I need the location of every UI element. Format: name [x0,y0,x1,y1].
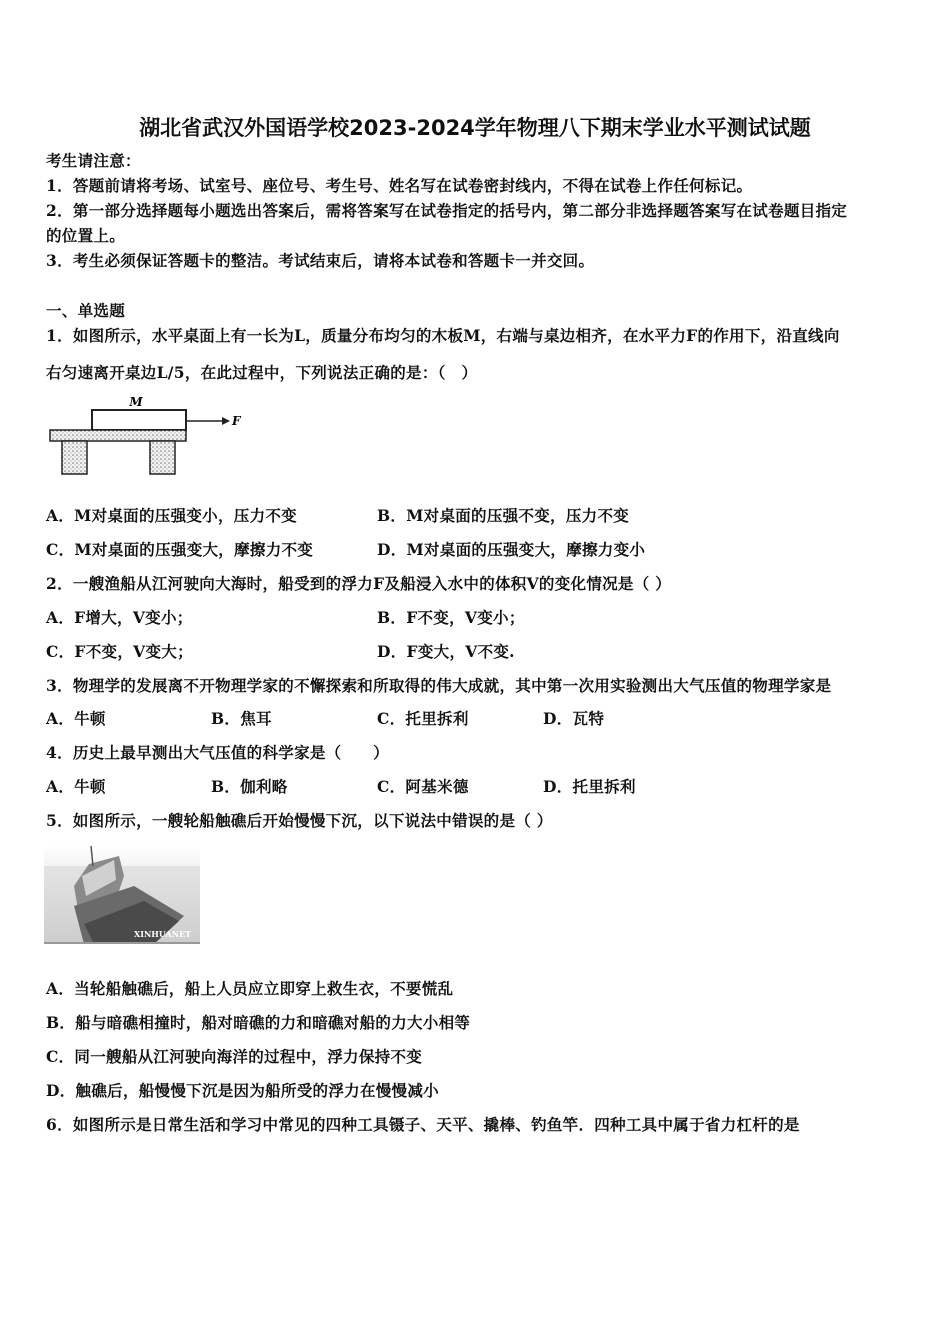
q1-stem: 1．如图所示，水平桌面上有一长为L，质量分布均匀的木板M，右端与桌边相齐，在水平力F的作用下，沿直线向 [46,326,840,345]
q4-option-d[interactable]: D．托里拆利 [543,777,636,796]
q5-option-c[interactable]: C．同一艘船从江河驶向海洋的过程中，浮力保持不变 [46,1047,423,1066]
q1-board-figure [48,394,248,478]
q1-stem-cont: 右匀速离开桌边L/5，在此过程中，下列说法正确的是：（ ） [46,363,478,382]
page-title: 湖北省武汉外国语学校2023-2024学年物理八下期末学业水平测试试题 [139,116,811,140]
q6-stem: 6．如图所示是日常生活和学习中常见的四种工具镊子、天平、撬棒、钓鱼竿．四种工具中属于省力杠杆的是 [46,1115,800,1134]
q1-option-a[interactable]: A．M对桌面的压强变小，压力不变 [46,506,297,525]
q2-stem: 2．一艘渔船从江河驶向大海时，船受到的浮力F及船浸入水中的体积V的变化情况是（ ） [46,574,672,593]
q3-option-c[interactable]: C．托里拆利 [377,709,469,728]
q5-option-d[interactable]: D．触礁后，船慢慢下沉是因为船所受的浮力在慢慢减小 [46,1081,439,1100]
q2-option-d[interactable]: D．F变大，V不变. [377,642,515,661]
board-label: M [129,395,143,409]
q2-option-a[interactable]: A．F增大，V变小； [46,608,193,627]
q1-option-d[interactable]: D．M对桌面的压强变大，摩擦力变小 [377,540,646,559]
notice-heading: 考生请注意： [46,151,141,170]
q3-option-d[interactable]: D．瓦特 [543,709,605,728]
q3-stem: 3．物理学的发展离不开物理学家的不懈探索和所取得的伟大成就，其中第一次用实验测出大气压值的物理学家是 [46,676,832,695]
force-label: F [232,414,241,428]
notice-item: 2．第一部分选择题每小题选出答案后，需将答案写在试卷指定的括号内，第二部分非选择题答案写在试卷题目指定 [46,201,848,220]
q2-option-c[interactable]: C．F不变，V变大； [46,642,193,661]
q1-option-c[interactable]: C．M对桌面的压强变大，摩擦力不变 [46,540,314,559]
photo-watermark: XINHUANET [134,929,192,939]
q4-stem: 4．历史上最早测出大气压值的科学家是（ ） [46,743,389,762]
q5-ship-photo [44,846,200,944]
q5-option-b[interactable]: B．船与暗礁相撞时，船对暗礁的力和暗礁对船的力大小相等 [46,1013,471,1032]
q5-stem: 5．如图所示，一艘轮船触礁后开始慢慢下沉，以下说法中错误的是（ ） [46,811,553,830]
notice-item: 的位置上。 [46,226,126,245]
q2-option-b[interactable]: B．F不变，V变小； [377,608,525,627]
q1-option-b[interactable]: B．M对桌面的压强不变，压力不变 [377,506,630,525]
q3-option-a[interactable]: A．牛顿 [46,709,106,728]
q3-option-b[interactable]: B．焦耳 [211,709,272,728]
section-heading: 一、单选题 [46,301,126,320]
q4-option-a[interactable]: A．牛顿 [46,777,106,796]
notice-item: 1．答题前请将考场、试室号、座位号、考生号、姓名写在试卷密封线内，不得在试卷上作任何标记。 [46,176,753,195]
q5-option-a[interactable]: A．当轮船触礁后，船上人员应立即穿上救生衣，不要慌乱 [46,979,454,998]
q4-option-b[interactable]: B．伽利略 [211,777,288,796]
q4-option-c[interactable]: C．阿基米德 [377,777,469,796]
notice-item: 3．考生必须保证答题卡的整洁。考试结束后，请将本试卷和答题卡一并交回。 [46,251,595,270]
